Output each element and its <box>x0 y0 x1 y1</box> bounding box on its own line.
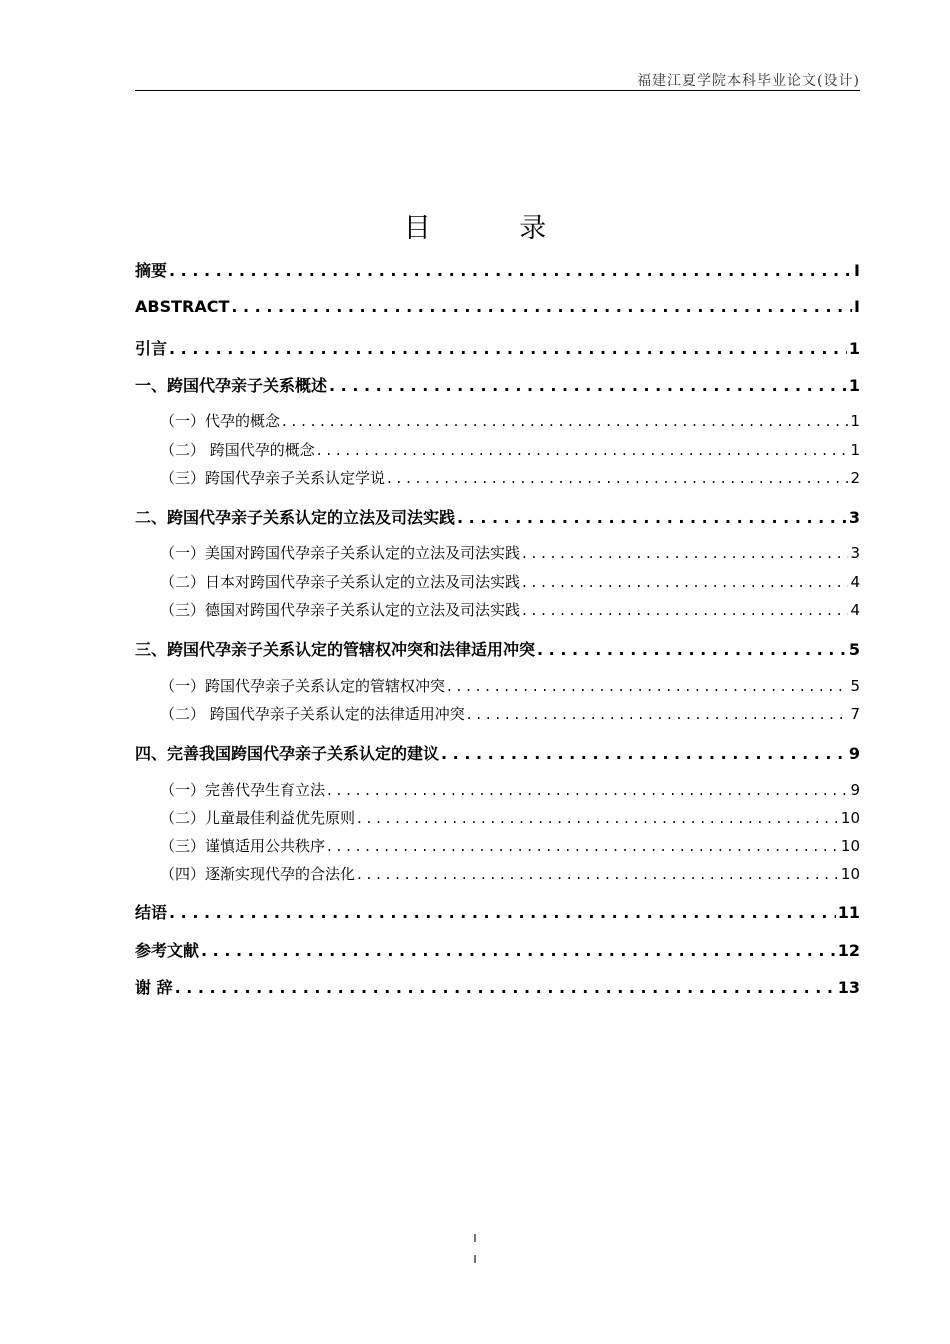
table-of-contents <box>135 0 860 1344</box>
toc-entry-label: 一、跨国代孕亲子关系概述 <box>135 376 328 395</box>
toc-entry-chapter[interactable] <box>135 297 860 316</box>
dot-leader <box>457 508 847 527</box>
toc-entry-label: 二、跨国代孕亲子关系认定的立法及司法实践 <box>135 508 456 527</box>
toc-entry-section[interactable] <box>135 863 860 884</box>
toc-entry-page-number: 10 <box>840 865 860 883</box>
toc-entry-chapter[interactable] <box>135 505 860 528</box>
toc-entry-page-number: 12 <box>837 941 860 960</box>
toc-entry-label: 结语 <box>135 903 168 922</box>
toc-entry-section[interactable] <box>135 542 860 563</box>
toc-entry-chapter[interactable] <box>135 373 860 396</box>
toc-entry-page-number: 4 <box>850 573 860 591</box>
toc-entry-label: （三）跨国代孕亲子关系认定学说 <box>160 469 386 487</box>
toc-entry-page-number: I <box>854 297 860 316</box>
dot-leader <box>282 412 848 430</box>
toc-entry-label: （二） 跨国代孕的概念 <box>160 441 315 459</box>
dot-leader <box>327 781 848 799</box>
toc-entry-page-number: 5 <box>848 640 860 659</box>
toc-entry-section[interactable] <box>135 675 860 696</box>
toc-entry-section[interactable] <box>135 779 860 800</box>
dot-leader <box>317 441 849 459</box>
toc-entry-chapter[interactable] <box>135 938 860 961</box>
dot-leader <box>329 376 847 395</box>
dot-leader <box>447 677 848 695</box>
toc-entry-label: （一）跨国代孕亲子关系认定的管辖权冲突 <box>160 677 446 695</box>
toc-entry-page-number: 1 <box>848 376 860 395</box>
toc-entry-label: 参考文献 <box>135 941 200 960</box>
dot-leader <box>441 744 847 763</box>
toc-entry-page-number: 3 <box>848 508 860 527</box>
toc-entry-page-number: 9 <box>848 744 860 763</box>
toc-entry-label: 引言 <box>135 339 168 358</box>
dot-leader <box>357 809 839 827</box>
toc-entry-section[interactable] <box>135 467 860 488</box>
toc-entry-page-number: 13 <box>837 978 860 997</box>
toc-entry-page-number: 5 <box>850 677 860 695</box>
dot-leader <box>169 903 836 922</box>
dot-leader <box>169 339 847 358</box>
toc-entry-section[interactable] <box>135 835 860 856</box>
toc-entry-section[interactable] <box>135 571 860 592</box>
toc-entry-chapter[interactable] <box>135 900 860 923</box>
toc-entry-label: 三、跨国代孕亲子关系认定的管辖权冲突和法律适用冲突 <box>135 640 536 659</box>
toc-entry-page-number: 10 <box>840 837 860 855</box>
dot-leader <box>387 469 848 487</box>
dot-leader <box>522 601 848 619</box>
toc-entry-label: 谢 辞 <box>135 978 173 997</box>
toc-entry-page-number: 4 <box>850 601 860 619</box>
toc-entry-label: （一）完善代孕生育立法 <box>160 781 326 799</box>
toc-entry-section[interactable] <box>135 703 860 724</box>
toc-entry-section[interactable] <box>135 410 860 431</box>
dot-leader <box>175 978 836 997</box>
dot-leader <box>522 544 848 562</box>
toc-entry-page-number: 9 <box>850 781 860 799</box>
toc-entry-label: （二）日本对跨国代孕亲子关系认定的立法及司法实践 <box>160 573 521 591</box>
toc-entry-page-number: 3 <box>850 544 860 562</box>
toc-entry-label: （二） 跨国代孕亲子关系认定的法律适用冲突 <box>160 705 465 723</box>
toc-entry-page-number: 10 <box>840 809 860 827</box>
toc-entry-chapter[interactable] <box>135 975 860 998</box>
header-text: 福建江夏学院本科毕业论文(设计) <box>637 73 860 89</box>
footer-page-mark: I <box>473 1253 477 1266</box>
toc-entry-label: （三）德国对跨国代孕亲子关系认定的立法及司法实践 <box>160 601 521 619</box>
dot-leader <box>231 297 852 316</box>
toc-entry-chapter[interactable] <box>135 637 860 660</box>
dot-leader <box>537 640 847 659</box>
dot-leader <box>201 941 836 960</box>
toc-entry-chapter[interactable] <box>135 741 860 764</box>
toc-entry-label: 摘要 <box>135 261 168 280</box>
toc-entry-page-number: 7 <box>850 705 860 723</box>
toc-entry-label: （四）逐渐实现代孕的合法化 <box>160 865 356 883</box>
toc-entry-section[interactable] <box>135 439 860 460</box>
toc-entry-label: ABSTRACT <box>135 297 230 316</box>
toc-entry-page-number: 1 <box>848 339 860 358</box>
toc-entry-section[interactable] <box>135 807 860 828</box>
toc-entry-label: （一）代孕的概念 <box>160 412 281 430</box>
toc-entry-label: （一）美国对跨国代孕亲子关系认定的立法及司法实践 <box>160 544 521 562</box>
toc-entry-label: （三）谨慎适用公共秩序 <box>160 837 326 855</box>
toc-title: 目 录 <box>403 213 587 244</box>
toc-entry-label: 四、完善我国跨国代孕亲子关系认定的建议 <box>135 744 440 763</box>
dot-leader <box>357 865 839 883</box>
toc-entry-chapter[interactable] <box>135 258 860 281</box>
dot-leader <box>522 573 848 591</box>
toc-entry-page-number: 11 <box>837 903 860 922</box>
dot-leader <box>467 705 849 723</box>
toc-entry-page-number: 2 <box>850 469 860 487</box>
toc-entry-label: （二）儿童最佳利益优先原则 <box>160 809 356 827</box>
footer-page-mark: I <box>473 1232 477 1245</box>
toc-entry-page-number: 1 <box>850 412 860 430</box>
dot-leader <box>169 261 852 280</box>
toc-entry-chapter[interactable] <box>135 336 860 359</box>
toc-entry-section[interactable] <box>135 599 860 620</box>
toc-entry-page-number: I <box>854 261 860 280</box>
toc-entry-page-number: 1 <box>850 441 860 459</box>
dot-leader <box>327 837 839 855</box>
